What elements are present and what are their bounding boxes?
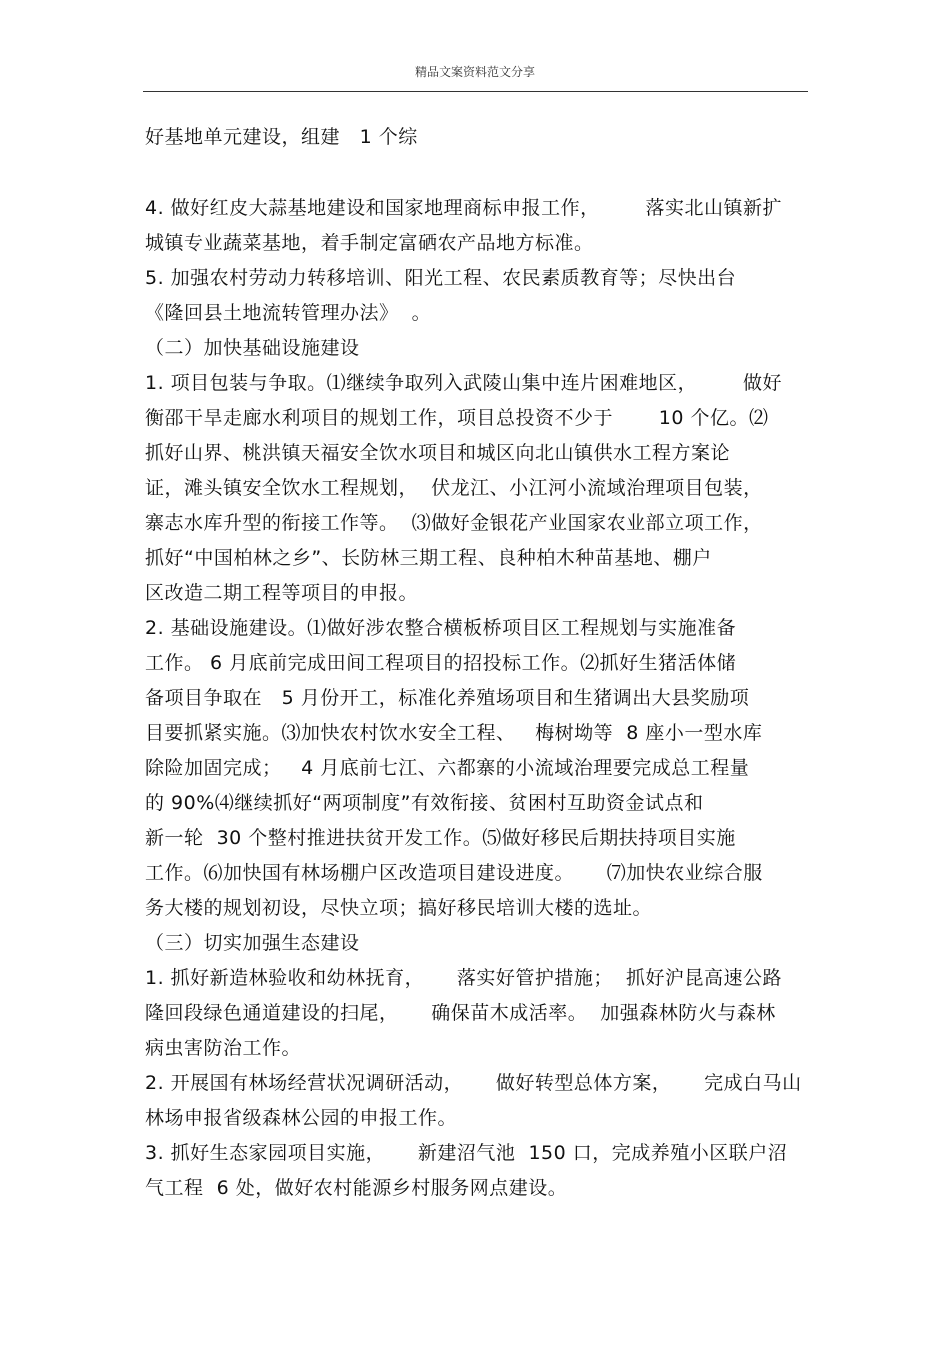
text-line: 目要抓紧实施。⑶加快农村饮水安全工程、 梅树坳等 8 座小一型水库: [145, 722, 763, 744]
text-line: 《隆回县土地流转管理办法》 。: [145, 302, 432, 324]
text-line: 5. 加强农村劳动力转移培训、阳光工程、农民素质教育等；尽快出台: [145, 267, 737, 289]
text-line: 新一轮 30 个整村推进扶贫开发工作。⑸做好移民后期扶持项目实施: [145, 827, 736, 849]
text-line: 气工程 6 处，做好农村能源乡村服务网点建设。: [145, 1177, 568, 1199]
text-line: 2. 开展国有林场经营状况调研活动， 做好转型总体方案， 完成白马山: [145, 1072, 802, 1094]
text-line: 区改造二期工程等项目的申报。: [145, 582, 419, 604]
text-line: 寨志水库升型的衔接工作等。 ⑶做好金银花产业国家农业部立项工作，: [145, 512, 763, 534]
section-heading: （二）加快基础设施建设: [145, 337, 360, 359]
text-line: 备项目争取在 5 月份开工，标准化养殖场项目和生猪调出大县奖励项: [145, 687, 750, 709]
section-heading: （三）切实加强生态建设: [145, 932, 360, 954]
text-line: 林场申报省级森林公园的申报工作。: [145, 1107, 458, 1129]
text-line: 除险加固完成； 4 月底前七江、六都寨的小流域治理要完成总工程量: [145, 757, 750, 779]
text-line: 隆回段绿色通道建设的扫尾， 确保苗木成活率。 加强森林防火与森林: [145, 1002, 776, 1024]
text-line: 1. 抓好新造林验收和幼林抚育， 落实好管护措施； 抓好沪昆高速公路: [145, 967, 782, 989]
text-line: 衡邵干旱走廊水利项目的规划工作，项目总投资不少于 10 个亿。⑵: [145, 407, 769, 429]
text-line: 工作。⑹加快国有林场棚户区改造项目建设进度。 ⑺加快农业综合服: [145, 862, 763, 884]
text-line: 证，滩头镇安全饮水工程规划， 伏龙江、小江河小流域治理项目包装，: [145, 477, 763, 499]
text-line: 的 90%⑷继续抓好“两项制度”有效衔接、贫困村互助资金试点和: [145, 792, 704, 814]
page-header: 精品文案资料范文分享: [414, 65, 535, 79]
text-line: 抓好山界、桃洪镇天福安全饮水项目和城区向北山镇供水工程方案论: [145, 442, 731, 464]
text-line: 工作。 6 月底前完成田间工程项目的招投标工作。⑵抓好生猪活体储: [145, 652, 737, 674]
text-line: 4. 做好红皮大蒜基地建设和国家地理商标申报工作， 落实北山镇新扩: [145, 197, 782, 219]
text-line: 城镇专业蔬菜基地，着手制定富硒农产品地方标准。: [145, 232, 594, 254]
text-line: 务大楼的规划初设，尽快立项；搞好移民培训大楼的选址。: [145, 897, 653, 919]
text-line: 好基地单元建设，组建 1 个综: [145, 126, 418, 148]
text-line: 抓好“中国柏林之乡”、长防林三期工程、良种柏木种苗基地、棚户: [145, 547, 712, 569]
text-line: 病虫害防治工作。: [145, 1037, 302, 1059]
header-divider: [143, 91, 808, 92]
text-line: 3. 抓好生态家园项目实施， 新建沼气池 150 口，完成养殖小区联户沼: [145, 1142, 788, 1164]
text-line: 2. 基础设施建设。⑴做好涉农整合横板桥项目区工程规划与实施准备: [145, 617, 737, 639]
text-line: 1. 项目包装与争取。⑴继续争取列入武陵山集中连片困难地区， 做好: [145, 372, 782, 394]
